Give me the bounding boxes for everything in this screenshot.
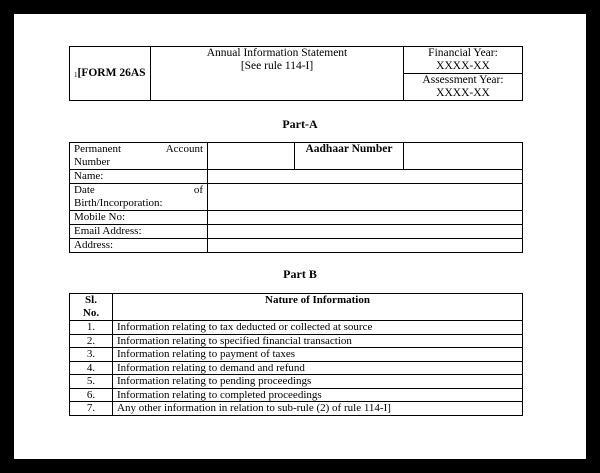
row-sl: 6. [70,388,113,402]
dob-label: Date of Birth/Incorporation: [70,184,208,211]
table-row [70,375,523,389]
part-b-title: Part B [283,267,317,281]
form-title: Annual Information Statement [206,47,348,59]
row-text: Information relating to completed proceedings [113,388,523,402]
row-text: Information relating to pending proceedings [113,375,523,389]
part-a-table [69,142,523,253]
name-value [208,170,523,184]
part-b-table [69,293,523,416]
part-a-title: Part-A [282,117,318,131]
row-text: Any other information in relation to sub-rule (2) of rule 114-I] [113,402,523,416]
document-page [14,14,586,459]
aadhaar-label: Aadhaar Number [295,143,404,170]
form-name: [FORM 26AS [77,67,146,79]
email-value [208,225,523,239]
address-label: Address: [70,239,208,253]
table-row [70,348,523,362]
assessment-year-label: Assessment Year: [422,74,504,86]
table-row [70,321,523,335]
assessment-year-value: XXXX-XX [436,87,490,99]
dob-value [208,184,523,211]
form-header-table [69,46,523,101]
table-row [70,402,523,416]
nature-header: Nature of Information [113,294,523,321]
financial-year-cell [404,47,523,74]
row-sl: 3. [70,348,113,362]
name-label: Name: [70,170,208,184]
email-label: Email Address: [70,225,208,239]
row-sl: 7. [70,402,113,416]
row-sl: 2. [70,334,113,348]
row-sl: 1. [70,321,113,335]
mobile-value [208,211,523,225]
row-text: Information relating to demand and refund [113,361,523,375]
row-text: Information relating to tax deducted or collected at source [113,321,523,335]
table-row [70,361,523,375]
row-text: Information relating to specified financial transaction [113,334,523,348]
form-name-cell [70,47,151,101]
assessment-year-cell [404,74,523,101]
sl-no-header: Sl. No. [70,294,113,321]
part-b-header-row [70,294,523,321]
row-sl: 4. [70,361,113,375]
footnote-mark: 1 [74,71,78,79]
table-row [70,388,523,402]
aadhaar-value [404,143,523,170]
pan-label: Permanent Account Number [70,143,208,170]
row-text: Information relating to payment of taxes [113,348,523,362]
financial-year-label: Financial Year: [428,47,498,59]
form-rule: [See rule 114-I] [240,60,314,72]
address-value [208,239,523,253]
mobile-label: Mobile No: [70,211,208,225]
form-title-cell [151,47,404,101]
pan-value [208,143,295,170]
row-sl: 5. [70,375,113,389]
table-row [70,334,523,348]
financial-year-value: XXXX-XX [436,60,490,72]
